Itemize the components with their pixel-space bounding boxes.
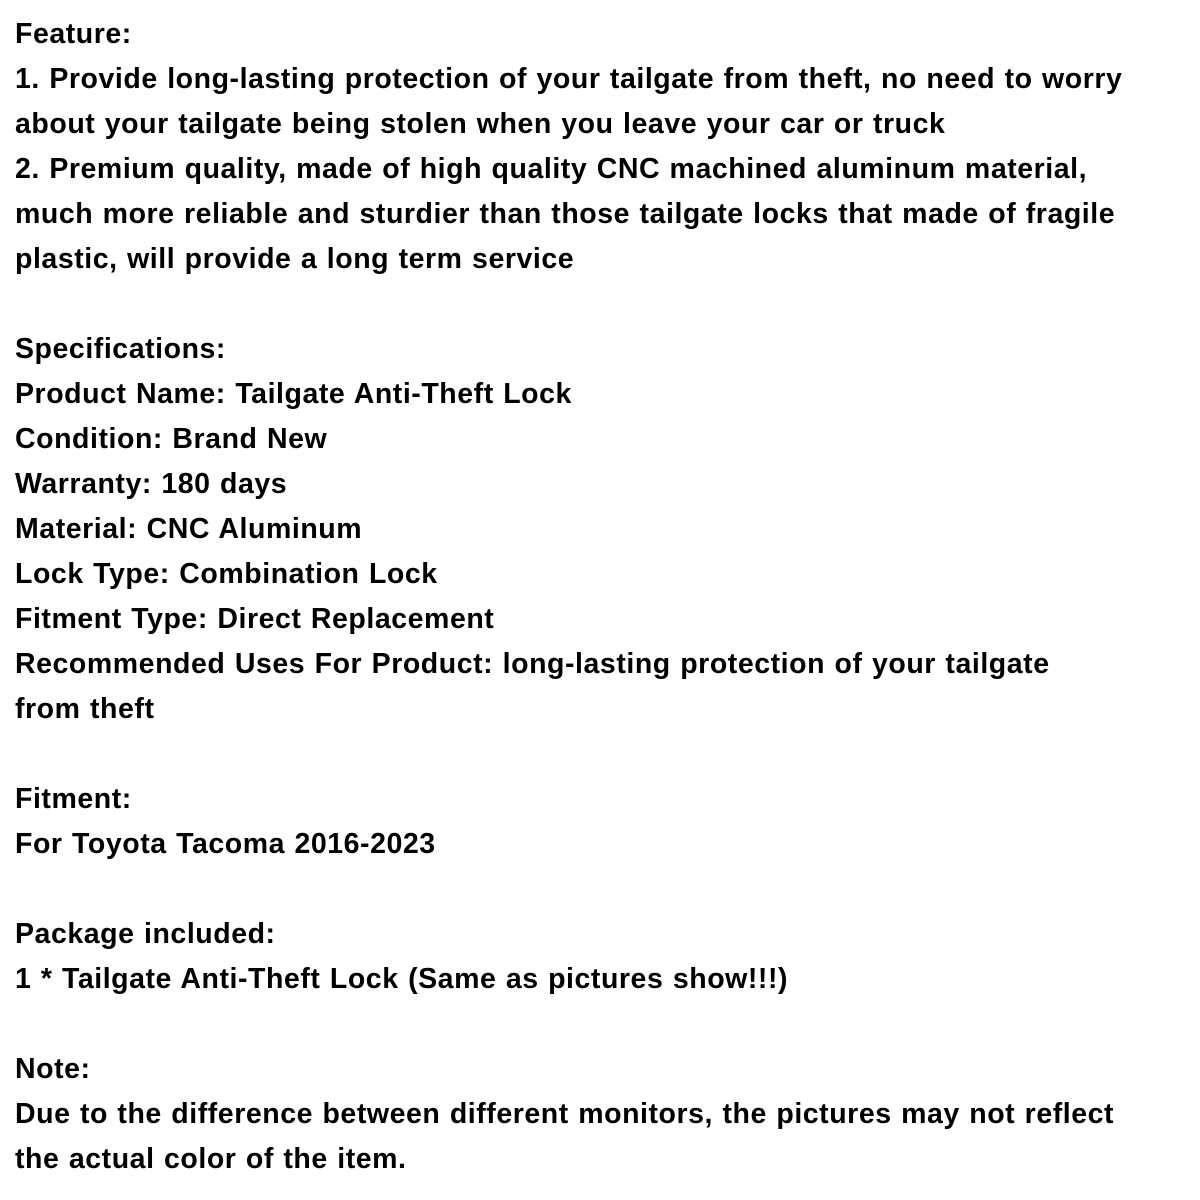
feature-line: much more reliable and sturdier than those tailgate locks that made of fragile [15,198,1116,230]
package-heading: Package included: [15,918,276,950]
note-line: the actual color of the item. [15,1143,407,1175]
feature-heading: Feature: [15,18,132,50]
package-section [15,912,1186,1002]
spec-material: Material: CNC Aluminum [15,513,363,545]
section-spacer [15,282,1186,327]
section-spacer [15,732,1186,777]
fitment-section [15,777,1186,867]
section-spacer [15,1002,1186,1047]
specifications-section [15,327,1186,732]
note-section [15,1047,1186,1182]
spec-product-name: Product Name: Tailgate Anti-Theft Lock [15,378,572,410]
note-line: Due to the difference between different monitors, the pictures may not reflect [15,1098,1115,1130]
feature-line: about your tailgate being stolen when you leave your car or truck [15,108,946,140]
spec-recommended-uses-cont: from theft [15,693,155,725]
spec-recommended-uses: Recommended Uses For Product: long-lasting protection of your tailgate [15,648,1050,680]
fitment-heading: Fitment: [15,783,132,815]
feature-section [15,12,1186,282]
section-spacer [15,867,1186,912]
specifications-heading: Specifications: [15,333,226,365]
fitment-line: For Toyota Tacoma 2016-2023 [15,828,436,860]
feature-line: 1. Provide long-lasting protection of your tailgate from theft, no need to worry [15,63,1123,95]
note-heading: Note: [15,1053,91,1085]
spec-condition: Condition: Brand New [15,423,328,455]
spec-warranty: Warranty: 180 days [15,468,288,500]
feature-line: 2. Premium quality, made of high quality CNC machined aluminum material, [15,153,1088,185]
package-line: 1 * Tailgate Anti-Theft Lock (Same as pictures show!!!) [15,963,789,995]
spec-fitment-type: Fitment Type: Direct Replacement [15,603,495,635]
feature-line: plastic, will provide a long term service [15,243,575,275]
spec-lock-type: Lock Type: Combination Lock [15,558,438,590]
